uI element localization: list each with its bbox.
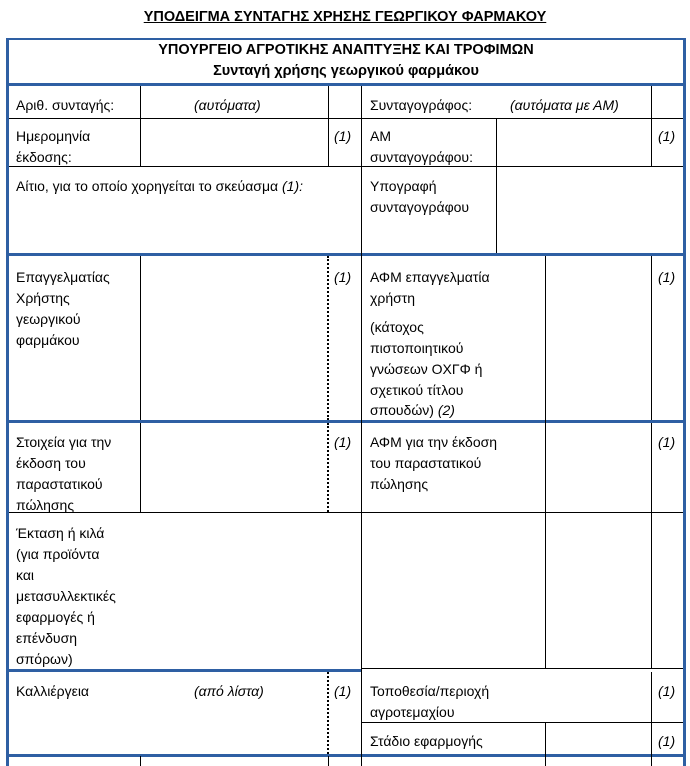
professional-afm-label: ΑΦΜ επαγγελματία	[370, 269, 490, 285]
reason-label	[16, 176, 303, 197]
location-label: αγροτεμαχίου	[370, 704, 455, 720]
col-dotted-line	[327, 672, 329, 754]
footnote-marker: (1)	[658, 434, 676, 450]
location-label: Τοποθεσία/περιοχή	[370, 683, 490, 699]
footnote-marker: (1):	[282, 178, 303, 194]
form-border-top	[6, 38, 686, 40]
row-line	[9, 512, 683, 513]
col-line	[328, 756, 329, 766]
professional-user-label: φαρμάκου	[16, 332, 80, 348]
footnote-marker: (1)	[334, 128, 352, 144]
area-label: και	[16, 567, 35, 583]
form-border-right	[683, 38, 686, 766]
section-divider	[6, 420, 686, 423]
professional-afm-note: σχετικού τίτλου	[370, 382, 464, 398]
document-title: ΥΠΟΔΕΙΓΜΑ ΣΥΝΤΑΓΗΣ ΧΡΗΣΗΣ ΓΕΩΡΓΙΚΟΥ ΦΑΡΜΑΚΟΥ	[143, 9, 547, 25]
center-divider	[361, 86, 362, 766]
prescription-number-value: (αυτόματα)	[194, 97, 261, 113]
professional-afm-note	[370, 400, 455, 421]
invoice-afm-label: του παραστατικού	[370, 455, 482, 471]
invoice-details-label: έκδοση του	[16, 455, 86, 471]
col-line	[651, 256, 652, 420]
area-label: (για προϊόντα	[16, 546, 100, 562]
professional-afm-note: (κάτοχος	[370, 319, 424, 335]
col-line	[140, 256, 141, 420]
col-line	[328, 86, 329, 167]
signature-label: Υπογραφή	[370, 178, 437, 194]
area-label: εφαρμογές ή	[16, 609, 95, 625]
ministry-heading: ΥΠΟΥΡΓΕΙΟ ΑΓΡΟΤΙΚΗΣ ΑΝΑΠΤΥΞΗΣ ΚΑΙ ΤΡΟΦΙΜΩΝ	[158, 42, 534, 58]
footnote-marker: (1)	[658, 733, 676, 749]
invoice-afm-label: πώλησης	[370, 476, 429, 492]
footnote-marker: (1)	[658, 128, 676, 144]
crop-label: Καλλιέργεια	[16, 683, 90, 699]
signature-label: συνταγογράφου	[370, 199, 470, 215]
prescriber-label: Συνταγογράφος:	[370, 97, 473, 113]
col-line	[651, 423, 652, 668]
footnote-marker: (2)	[437, 402, 455, 418]
col-line	[140, 423, 141, 512]
issue-date-label: Ημερομηνία	[16, 128, 91, 144]
col-line	[496, 118, 497, 253]
footnote-marker: (1)	[658, 683, 676, 699]
col-line	[140, 86, 141, 167]
col-dotted-line	[327, 256, 329, 420]
prescription-number-label: Αριθ. συνταγής:	[16, 97, 115, 113]
professional-user-label: γεωργικού	[16, 311, 81, 327]
invoice-afm-label: ΑΦΜ για την έκδοση	[370, 434, 498, 450]
stage-label: Στάδιο εφαρμογής	[370, 733, 483, 749]
form-subtitle: Συνταγή χρήσης γεωργικού φαρμάκου	[213, 63, 479, 79]
area-label: σπόρων)	[16, 651, 73, 667]
col-dotted-line	[327, 423, 329, 512]
footnote-marker: (1)	[334, 269, 352, 285]
area-label: μετασυλλεκτικές	[16, 588, 116, 604]
prescriber-value: (αυτόματα με ΑΜ)	[510, 97, 619, 113]
col-line	[545, 256, 546, 669]
header-divider	[6, 83, 686, 86]
col-line	[140, 756, 141, 766]
invoice-details-label: πώλησης	[16, 497, 75, 513]
section-divider	[6, 253, 686, 256]
crop-value: (από λίστα)	[194, 683, 264, 699]
invoice-details-label: παραστατικού	[16, 476, 103, 492]
prescriber-am-label: συνταγογράφου:	[370, 149, 473, 165]
issue-date-label: έκδοσης:	[16, 149, 72, 165]
professional-afm-note-text: σπουδών)	[370, 402, 434, 418]
professional-afm-note: γνώσεων ΟΧΓΦ ή	[370, 361, 483, 377]
professional-afm-label: χρήστη	[370, 290, 416, 306]
form-border-left	[6, 38, 9, 766]
col-line	[545, 722, 546, 766]
invoice-details-label: Στοιχεία για την	[16, 434, 112, 450]
footnote-marker: (1)	[334, 683, 352, 699]
area-label: Έκταση ή κιλά	[16, 525, 105, 541]
section-divider	[6, 754, 686, 757]
professional-user-label: Χρήστης	[16, 290, 70, 306]
professional-afm-note: πιστοποιητικού	[370, 340, 464, 356]
prescriber-am-label: ΑΜ	[370, 128, 391, 144]
area-label: επένδυση	[16, 630, 78, 646]
row-line	[362, 668, 683, 669]
row-line	[9, 118, 683, 119]
footnote-marker: (1)	[334, 434, 352, 450]
col-line	[651, 672, 652, 766]
footnote-marker: (1)	[658, 269, 676, 285]
col-line	[651, 86, 652, 167]
professional-user-label: Επαγγελματίας	[16, 269, 110, 285]
reason-label-text: Αίτιο, για το οποίο χορηγείται το σκεύασμα	[16, 178, 279, 194]
